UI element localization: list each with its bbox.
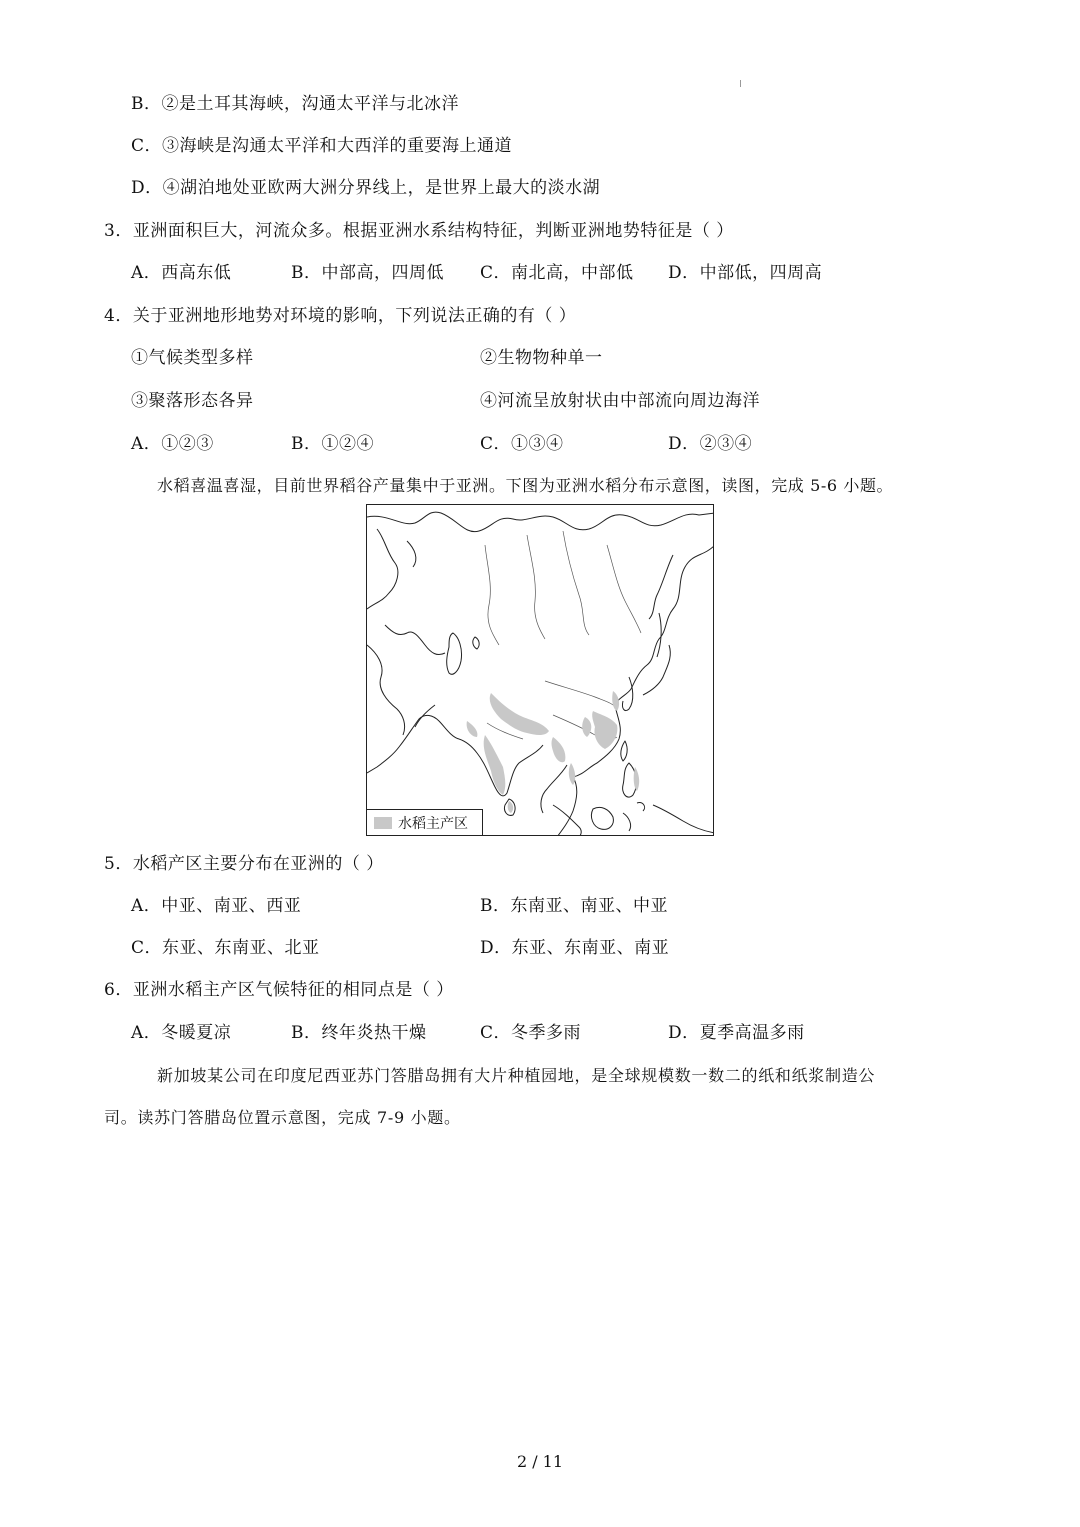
q6-option-b: B．终年炎热干燥: [291, 1023, 427, 1043]
q2-option-d: D．④湖泊地处亚欧两大洲分界线上，是世界上最大的淡水湖: [131, 178, 601, 198]
q5-option-a: A．中亚、南亚、西亚: [131, 896, 302, 916]
q3-option-d: D．中部低，四周高: [668, 263, 823, 283]
q4-item-2: ②生物物种单一: [480, 348, 603, 368]
legend-label: 水稻主产区: [398, 815, 468, 832]
q4-stem: 4．关于亚洲地形地势对环境的影响，下列说法正确的有（ ）: [104, 306, 577, 326]
asia-rice-map: [366, 504, 714, 836]
q4-option-c: C．①③④: [480, 434, 564, 454]
page-number: 2 / 11: [516, 1452, 564, 1471]
q5-option-c: C．东亚、东南亚、北亚: [131, 938, 320, 958]
q4-item-3: ③聚落形态各异: [131, 391, 254, 411]
q6-stem: 6．亚洲水稻主产区气候特征的相同点是（ ）: [104, 980, 454, 1000]
q6-option-d: D．夏季高温多雨: [668, 1023, 805, 1043]
intro-7-9-line1: 新加坡某公司在印度尼西亚苏门答腊岛拥有大片种植园地，是全球规模数一数二的纸和纸浆制造公: [157, 1066, 876, 1085]
q5-option-d: D．东亚、东南亚、南亚: [480, 938, 670, 958]
legend-swatch: [374, 817, 392, 829]
q2-option-c: C．③海峡是沟通太平洋和大西洋的重要海上通道: [131, 136, 513, 156]
intro-5-6: 水稻喜温喜湿，目前世界稻谷产量集中于亚洲。下图为亚洲水稻分布示意图，读图，完成 5-6 小题。: [157, 476, 894, 495]
q2-option-b: B．②是土耳其海峡，沟通太平洋与北冰洋: [131, 94, 459, 114]
map-legend: [367, 809, 483, 835]
q4-item-4: ④河流呈放射状由中部流向周边海洋: [480, 391, 760, 411]
q5-stem: 5．水稻产区主要分布在亚洲的（ ）: [104, 854, 384, 874]
q6-option-a: A．冬暖夏凉: [131, 1023, 232, 1043]
q3-option-c: C．南北高，中部低: [480, 263, 634, 283]
q3-stem: 3．亚洲面积巨大，河流众多。根据亚洲水系结构特征，判断亚洲地势特征是（ ）: [104, 221, 734, 241]
q4-option-a: A．①②③: [131, 434, 214, 454]
q4-item-1: ①气候类型多样: [131, 348, 254, 368]
q3-option-b: B．中部高，四周低: [291, 263, 444, 283]
q4-option-d: D．②③④: [668, 434, 753, 454]
corner-mark: [740, 80, 741, 87]
rice-areas: [467, 691, 640, 813]
q4-option-b: B．①②④: [291, 434, 374, 454]
q5-option-b: B．东南亚、南亚、中亚: [480, 896, 668, 916]
intro-7-9-line2: 司。读苏门答腊岛位置示意图，完成 7-9 小题。: [104, 1108, 461, 1127]
q6-option-c: C．冬季多雨: [480, 1023, 582, 1043]
q3-option-a: A．西高东低: [131, 263, 232, 283]
asia-outline-map: [367, 505, 714, 836]
